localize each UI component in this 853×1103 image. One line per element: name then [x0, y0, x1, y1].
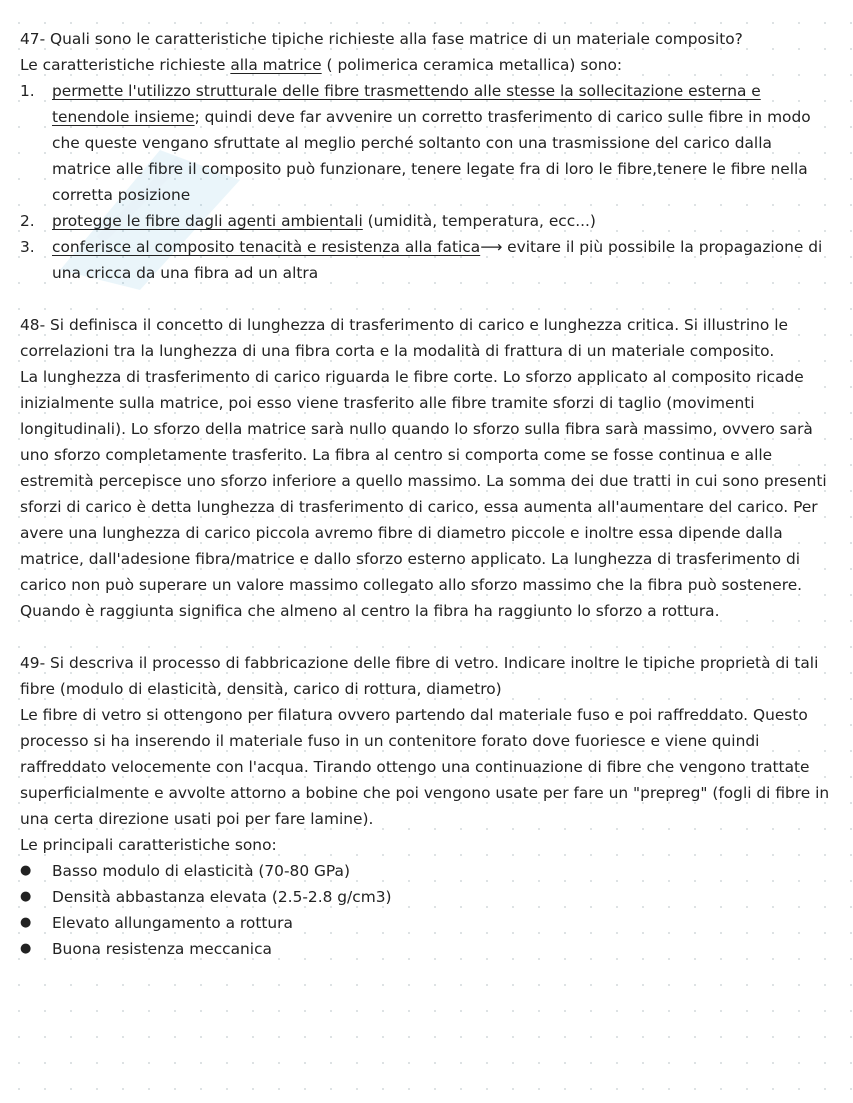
q47-intro: Le caratteristiche richieste alla matrice ( polimerica ceramica metallica) sono:: [20, 56, 623, 74]
list-item: 2. protegge le fibre dagli agenti ambientali (umidità, temperatura, ecc...): [20, 212, 596, 230]
question-47: 47- Quali sono le caratteristiche tipiche richieste alla fase matrice di un materiale composito?: [20, 30, 743, 48]
answer-48: La lunghezza di trasferimento di carico riguarda le fibre corte. Lo sforzo applicato al composito ricade inizialmente sulla matrice, poi esso viene trasferito alle fibre tramite sforzi di taglio (movimenti longitudinali). Lo sforzo della matrice sarà nullo quando lo sforzo sulla fibra sarà massimo, ovvero sarà uno sforzo completamente trasferito. La fibra al centro si comporta come se fosse continua e alle estremità percepisce uno sforzo inferiore a quello massimo. La somma dei due tratti in cui sono presenti sforzi di carico è detta lunghezza di trasferimento di carico, essa aumenta all'aumentare del carico. Per avere una lunghezza di carico piccola avremo fibre di diametro piccole e inoltre essa dipende dalla matrice, dall'adesione fibra/matrice e dallo sforzo esterno applicato. La lunghezza di trasferimento di carico non può superare un valore massimo collegato allo sforzo massimo che la fibra può sostenere. Quando è raggiunta significa che almeno al centro la fibra ha raggiunto lo sforzo a rottura.: [20, 368, 827, 620]
list-item: ● Basso modulo di elasticità (70-80 GPa): [20, 858, 835, 884]
bullet-icon: ●: [20, 863, 32, 878]
q49-list-title: Le principali caratteristiche sono:: [20, 836, 277, 854]
list-item: 1. permette l'utilizzo strutturale delle fibre trasmettendo alle stesse la sollecitazione esterna e tenendole insieme; quindi deve far avvenire un corretto trasferimento di carico sulle fibre in modo che queste vengano sfruttate al meglio perché soltanto con una trasmissione del carico dalla matrice alle fibre il composito può funzionare, tenere legate fra di loro le fibre,tenere le fibre nella corretta posizione: [20, 82, 811, 204]
bullet-icon: ●: [20, 889, 32, 904]
list-item: ● Elevato allungamento a rottura: [20, 910, 835, 936]
q47-numbered-list: [20, 78, 835, 286]
question-48: 48- Si definisca il concetto di lunghezza di trasferimento di carico e lunghezza critica. Si illustrino le correlazioni tra la lunghezza di una fibra corta e la modalità di frattura di un materiale composito.: [20, 316, 788, 360]
list-item: ● Densità abbastanza elevata (2.5-2.8 g/cm3): [20, 884, 835, 910]
question-49: 49- Si descriva il processo di fabbricazione delle fibre di vetro. Indicare inoltre le tipiche proprietà di tali fibre (modulo di elasticità, densità, carico di rottura, diametro): [20, 654, 819, 698]
answer-49: Le fibre di vetro si ottengono per filatura ovvero partendo dal materiale fuso e poi raffreddato. Questo processo si ha inserendo il materiale fuso in un contenitore forato dove fuoriesce e viene quindi raffreddato velocemente con l'acqua. Tirando ottengo una continuazione di fibre che vengono trattate superficialmente e avvolte attorno a bobine che poi vengono usate per fare un "prepreg" (fogli di fibre in una certa direzione usati poi per fare lamine).: [20, 706, 830, 828]
bullet-icon: ●: [20, 941, 32, 956]
q49-bullet-list: [20, 858, 835, 962]
bullet-icon: ●: [20, 915, 32, 930]
list-item: ● Buona resistenza meccanica: [20, 936, 835, 962]
list-item: 3. conferisce al composito tenacità e resistenza alla fatica⟶ evitare il più possibile la propagazione di una cricca da una fibra ad un altra: [20, 238, 823, 282]
document-page: [20, 26, 835, 962]
